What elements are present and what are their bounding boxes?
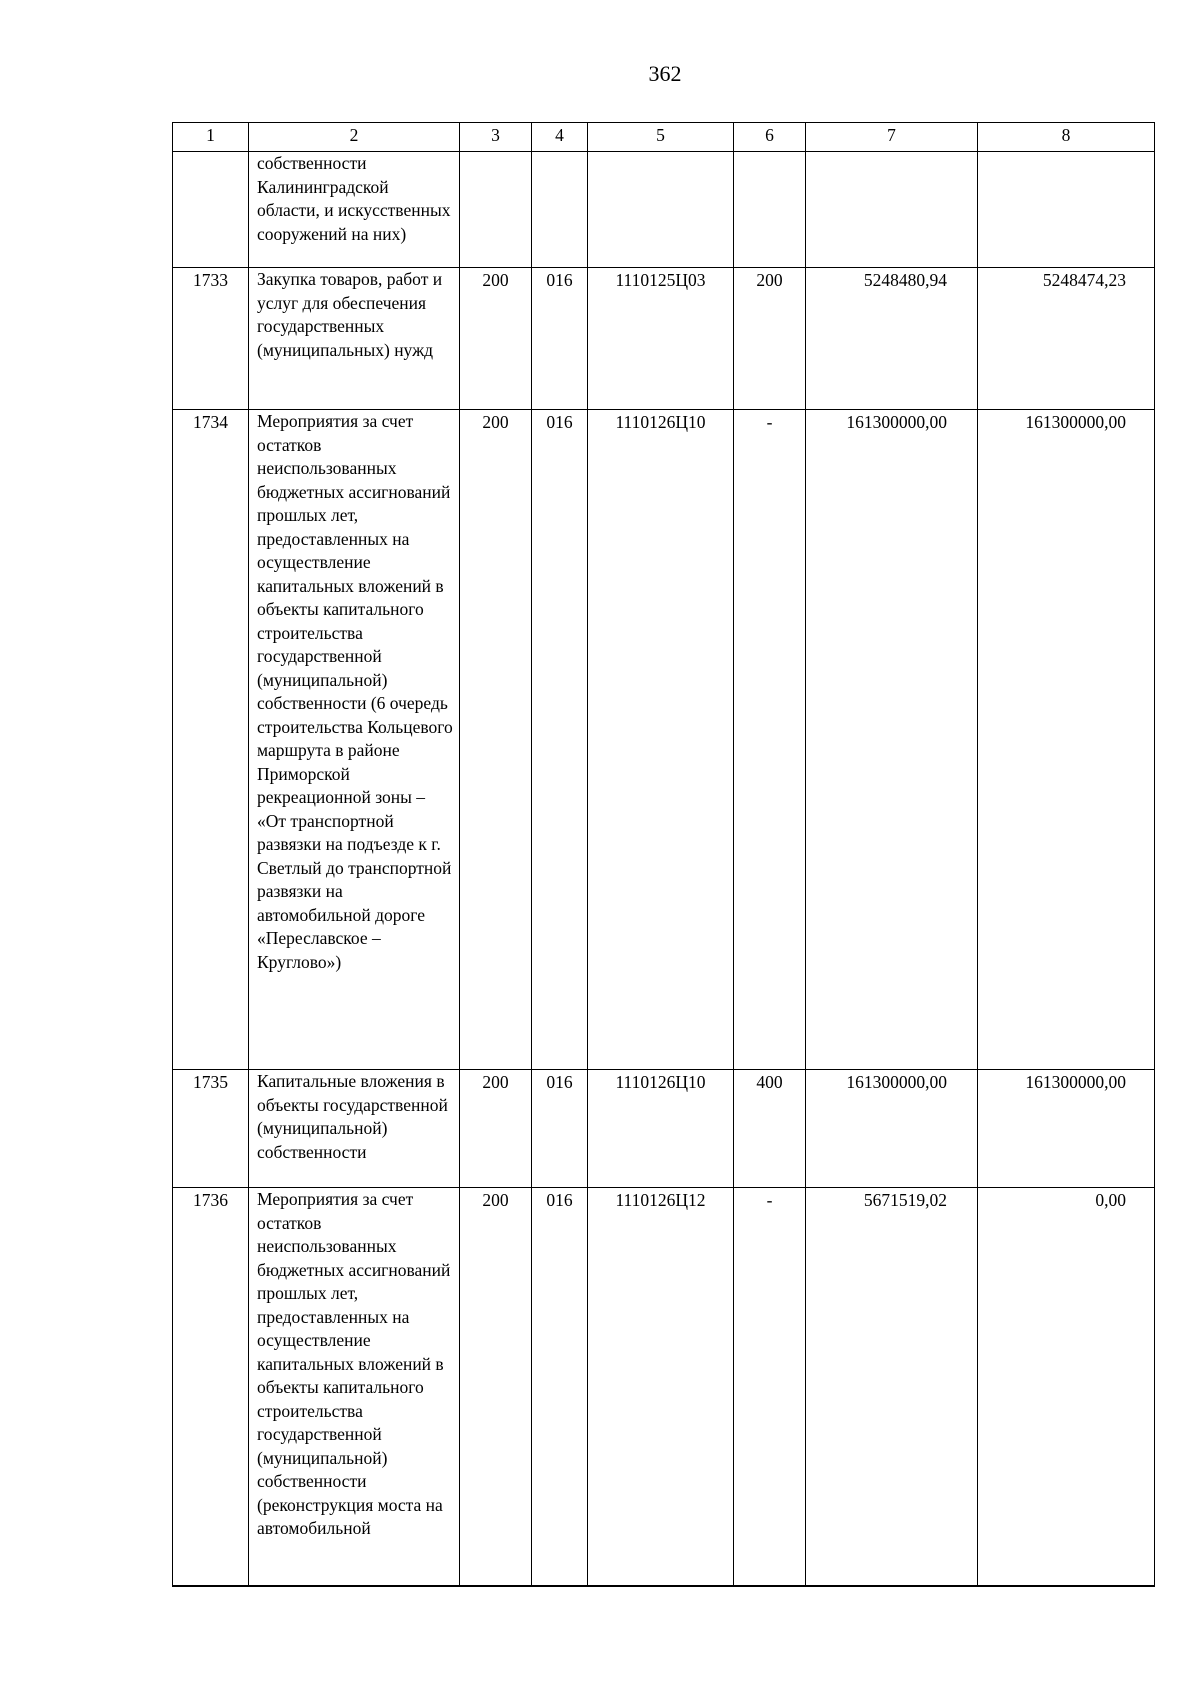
target-code-cell: 1110126Ц10 [588, 1070, 734, 1188]
section-code-cell: 016 [532, 410, 588, 1070]
target-code-cell: 1110125Ц03 [588, 268, 734, 410]
description-cell: Капитальные вложения в объекты государственной (муниципальной) собственности [249, 1070, 460, 1188]
column-header: 4 [532, 123, 588, 152]
amount-cell: 161300000,00 [806, 410, 978, 1070]
column-header: 7 [806, 123, 978, 152]
target-code-cell: 1110126Ц12 [588, 1188, 734, 1586]
ministry-code-cell: 200 [460, 410, 532, 1070]
table-row [173, 1070, 1155, 1188]
row-number-cell [173, 152, 249, 268]
column-header: 8 [978, 123, 1155, 152]
ministry-code-cell [460, 152, 532, 268]
row-number-cell: 1733 [173, 268, 249, 410]
expense-type-cell: - [734, 410, 806, 1070]
column-header: 5 [588, 123, 734, 152]
table-row [173, 268, 1155, 410]
table-row [173, 410, 1155, 1070]
description-cell: собственности Калининградской области, и искусственных сооружений на них) [249, 152, 460, 268]
amount-executed-cell: 161300000,00 [978, 1070, 1155, 1188]
column-header: 6 [734, 123, 806, 152]
amount-executed-cell [978, 152, 1155, 268]
table-row [173, 1188, 1155, 1586]
column-header: 2 [249, 123, 460, 152]
target-code-cell: 1110126Ц10 [588, 410, 734, 1070]
amount-cell: 5248480,94 [806, 268, 978, 410]
section-code-cell: 016 [532, 1188, 588, 1586]
amount-cell: 161300000,00 [806, 1070, 978, 1188]
amount-executed-cell: 0,00 [978, 1188, 1155, 1586]
ministry-code-cell: 200 [460, 1188, 532, 1586]
ministry-code-cell: 200 [460, 268, 532, 410]
amount-executed-cell: 161300000,00 [978, 410, 1155, 1070]
row-number-cell: 1736 [173, 1188, 249, 1586]
amount-cell [806, 152, 978, 268]
expense-type-cell: 200 [734, 268, 806, 410]
amount-cell: 5671519,02 [806, 1188, 978, 1586]
target-code-cell [588, 152, 734, 268]
expense-type-cell: 400 [734, 1070, 806, 1188]
section-code-cell [532, 152, 588, 268]
ministry-code-cell: 200 [460, 1070, 532, 1188]
description-cell: Мероприятия за счет остатков неиспользованных бюджетных ассигнований прошлых лет, предоставленных на осуществление капитальных вложений в объекты капитального строительства государственной (муниципальной) собственности (реконструкция моста на автомобильной [249, 1188, 460, 1586]
page-number: 362 [648, 61, 682, 86]
row-number-cell: 1735 [173, 1070, 249, 1188]
row-number-cell: 1734 [173, 410, 249, 1070]
section-code-cell: 016 [532, 268, 588, 410]
amount-executed-cell: 5248474,23 [978, 268, 1155, 410]
section-code-cell: 016 [532, 1070, 588, 1188]
column-header: 3 [460, 123, 532, 152]
budget-table [172, 122, 1155, 1587]
expense-type-cell: - [734, 1188, 806, 1586]
column-header: 1 [173, 123, 249, 152]
description-cell: Закупка товаров, работ и услуг для обеспечения государственных (муниципальных) нужд [249, 268, 460, 410]
table-row [173, 152, 1155, 268]
expense-type-cell [734, 152, 806, 268]
description-cell: Мероприятия за счет остатков неиспользованных бюджетных ассигнований прошлых лет, предоставленных на осуществление капитальных вложений в объекты капитального строительства государственной (муниципальной) собственности (6 очередь строительства Кольцевого маршрута в районе Приморской рекреационной зоны – «От транспортной развязки на подъезде к г. Светлый до транспортной развязки на автомобильной дороге «Переславское – Круглово») [249, 410, 460, 1070]
table-header-row [173, 123, 1155, 152]
